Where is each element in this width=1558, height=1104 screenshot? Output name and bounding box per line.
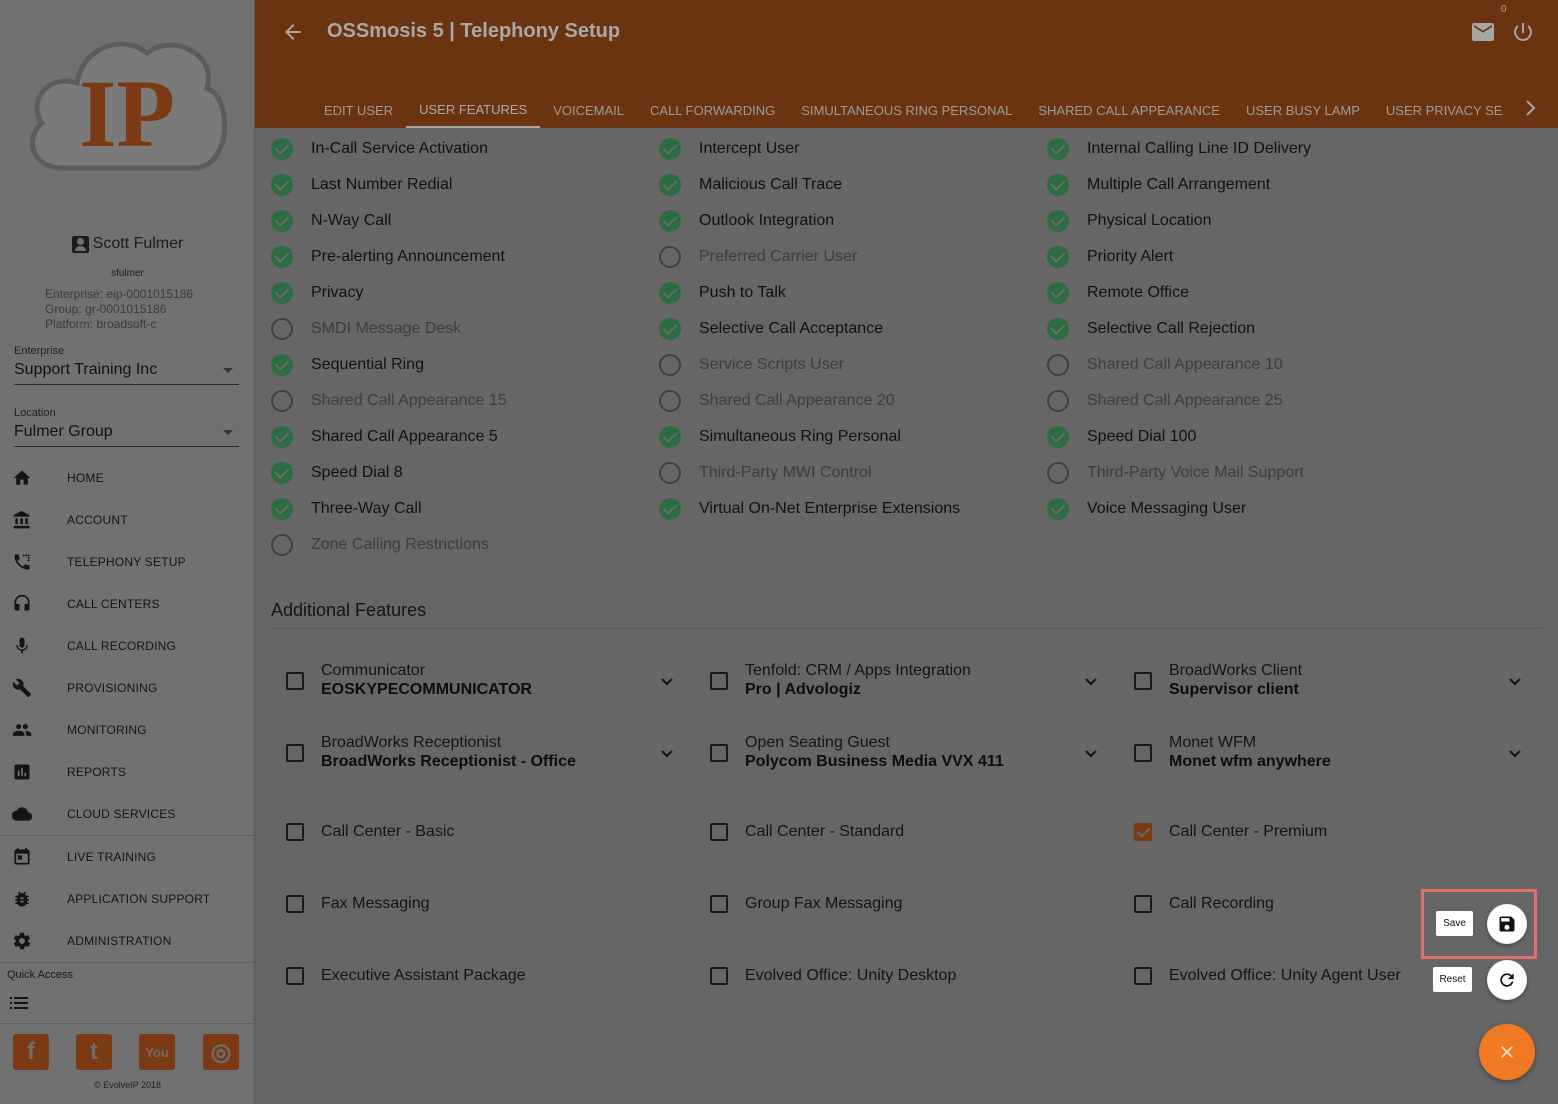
feature-label: Third-Party Voice Mail Support bbox=[1087, 464, 1304, 481]
user-info bbox=[0, 233, 255, 332]
location-select-value[interactable] bbox=[14, 423, 239, 447]
feature-label: Zone Calling Restrictions bbox=[311, 536, 489, 553]
sidebar-item-reports[interactable] bbox=[0, 751, 255, 793]
tab-bar bbox=[311, 92, 1515, 128]
empty-circle-icon bbox=[659, 354, 681, 376]
sidebar-item-label: PROVISIONING bbox=[67, 681, 158, 695]
check-circle-icon bbox=[1047, 282, 1069, 304]
user-login: sfulmer bbox=[111, 268, 144, 279]
enterprise-select-value[interactable] bbox=[14, 361, 239, 385]
check-circle-icon bbox=[271, 210, 293, 232]
check-circle-icon bbox=[659, 210, 681, 232]
additional-feature-item bbox=[286, 895, 430, 913]
sidebar-item-label: CLOUD SERVICES bbox=[67, 807, 176, 821]
location-select-label: Location bbox=[14, 407, 56, 419]
additional-feature-item bbox=[286, 734, 576, 771]
svg-text:IP: IP bbox=[79, 60, 175, 167]
additional-feature-title: Fax Messaging bbox=[321, 895, 430, 912]
sidebar-divider bbox=[0, 1023, 255, 1024]
sidebar-item-label: APPLICATION SUPPORT bbox=[67, 892, 211, 906]
empty-circle-icon bbox=[1047, 354, 1069, 376]
back-arrow-icon[interactable] bbox=[281, 20, 305, 44]
feature-item bbox=[659, 137, 799, 161]
additional-feature-title: Open Seating Guest bbox=[745, 734, 890, 751]
feature-label: Speed Dial 100 bbox=[1087, 428, 1197, 445]
sidebar-item-label: CALL RECORDING bbox=[67, 639, 177, 653]
empty-circle-icon bbox=[659, 390, 681, 412]
additional-feature-title: Call Recording bbox=[1169, 895, 1274, 912]
chevron-right-icon[interactable] bbox=[1523, 98, 1539, 118]
check-circle-icon bbox=[659, 318, 681, 340]
additional-feature-item bbox=[1134, 734, 1331, 771]
app-header bbox=[255, 0, 1558, 128]
additional-feature-text bbox=[321, 734, 576, 771]
page-title: OSSmosis 5 | Telephony Setup bbox=[327, 20, 621, 42]
feature-label: Priority Alert bbox=[1087, 248, 1174, 265]
bank-icon bbox=[12, 510, 32, 530]
feature-item bbox=[1047, 317, 1255, 341]
chevron-down-icon[interactable] bbox=[1084, 747, 1098, 761]
additional-feature-title: Monet WFM bbox=[1169, 734, 1257, 751]
close-icon bbox=[1497, 1042, 1517, 1062]
home-icon bbox=[12, 468, 32, 488]
feature-item bbox=[659, 317, 883, 341]
empty-circle-icon bbox=[271, 318, 293, 340]
empty-circle-icon bbox=[1047, 390, 1069, 412]
check-circle-icon bbox=[1047, 174, 1069, 196]
additional-feature-text bbox=[745, 823, 904, 841]
additional-feature-title: Evolved Office: Unity Desktop bbox=[745, 967, 957, 984]
feature-item bbox=[271, 353, 424, 377]
quick-access-label: Quick Access bbox=[7, 969, 74, 981]
check-circle-icon bbox=[659, 426, 681, 448]
twitter-icon[interactable]: t bbox=[76, 1034, 112, 1070]
feature-label: SMDI Message Desk bbox=[311, 320, 462, 337]
feature-item bbox=[659, 425, 901, 449]
feature-item bbox=[659, 497, 960, 521]
additional-feature-item bbox=[710, 823, 904, 841]
sidebar-item-home[interactable] bbox=[0, 457, 255, 499]
user-group: Group: gr-0001015186 bbox=[45, 302, 167, 316]
sidebar-item-cloud-services[interactable] bbox=[0, 793, 255, 835]
additional-feature-title: Call Center - Standard bbox=[745, 823, 905, 840]
feature-label: Shared Call Appearance 20 bbox=[699, 392, 895, 409]
additional-feature-text bbox=[745, 895, 902, 913]
sidebar-item-label: MONITORING bbox=[67, 723, 147, 737]
additional-feature-text bbox=[321, 967, 526, 985]
feature-item bbox=[659, 173, 842, 197]
empty-circle-icon bbox=[271, 534, 293, 556]
feature-item bbox=[271, 281, 363, 305]
caret-down-icon bbox=[223, 368, 233, 373]
feature-label: Simultaneous Ring Personal bbox=[699, 428, 901, 445]
feature-checkbox[interactable] bbox=[286, 823, 304, 841]
feature-item bbox=[1047, 245, 1173, 269]
feature-item bbox=[271, 461, 403, 485]
tab-simultaneous-ring-personal[interactable]: SIMULTANEOUS RING PERSONAL bbox=[801, 102, 1013, 118]
youtube-icon[interactable]: You bbox=[139, 1034, 175, 1070]
additional-feature-title: Evolved Office: Unity Agent User bbox=[1169, 967, 1401, 984]
feature-label: Virtual On-Net Enterprise Extensions bbox=[699, 500, 961, 517]
main-content bbox=[255, 128, 1558, 1104]
user-name bbox=[0, 233, 255, 255]
feature-item bbox=[659, 461, 871, 485]
calendar-icon bbox=[12, 847, 32, 867]
additional-feature-item bbox=[710, 895, 902, 913]
feature-item bbox=[271, 137, 488, 161]
nav-divider bbox=[0, 962, 255, 963]
additional-feature-selection: Monet wfm anywhere bbox=[1169, 753, 1331, 770]
enterprise-select[interactable] bbox=[14, 345, 239, 385]
sidebar-item-call-centers[interactable] bbox=[0, 583, 255, 625]
additional-feature-item bbox=[1134, 967, 1401, 985]
feature-label: Intercept User bbox=[699, 140, 800, 157]
check-circle-icon bbox=[271, 282, 293, 304]
feature-label: Selective Call Acceptance bbox=[699, 320, 884, 337]
additional-feature-text bbox=[1169, 895, 1274, 913]
additional-feature-item bbox=[286, 967, 526, 985]
wrench-icon bbox=[12, 678, 32, 698]
feature-item bbox=[659, 245, 857, 269]
user-platform: Platform: broadsoft-c bbox=[45, 317, 157, 331]
check-circle-icon bbox=[271, 426, 293, 448]
empty-circle-icon bbox=[271, 390, 293, 412]
location-select-text: Fulmer Group bbox=[14, 423, 113, 440]
feature-label: Shared Call Appearance 5 bbox=[311, 428, 498, 445]
sidebar-item-call-recording[interactable] bbox=[0, 625, 255, 667]
people-icon bbox=[12, 720, 32, 740]
mail-icon[interactable] bbox=[1471, 22, 1495, 42]
additional-feature-item bbox=[710, 734, 1004, 771]
feature-label: Preferred Carrier User bbox=[699, 248, 858, 265]
check-circle-icon bbox=[271, 138, 293, 160]
feature-checkbox[interactable] bbox=[286, 672, 304, 690]
bug-icon bbox=[12, 889, 32, 909]
cloud-icon bbox=[12, 804, 32, 824]
tab-call-forwarding[interactable]: CALL FORWARDING bbox=[650, 102, 776, 118]
user-enterprise: Enterprise: eip-0001015186 bbox=[45, 287, 194, 301]
check-circle-icon bbox=[659, 174, 681, 196]
feature-label: Three-Way Call bbox=[311, 500, 422, 517]
feature-label: Multiple Call Arrangement bbox=[1087, 176, 1271, 193]
check-circle-icon bbox=[1047, 246, 1069, 268]
feature-label: Remote Office bbox=[1087, 284, 1189, 301]
chevron-down-icon[interactable] bbox=[660, 747, 674, 761]
power-icon[interactable] bbox=[1511, 20, 1535, 44]
feature-item bbox=[1047, 281, 1189, 305]
reset-button[interactable] bbox=[1487, 960, 1527, 1000]
sidebar-item-live-training[interactable] bbox=[0, 836, 255, 878]
check-circle-icon bbox=[1047, 210, 1069, 232]
feature-item bbox=[659, 353, 844, 377]
check-circle-icon bbox=[659, 498, 681, 520]
facebook-icon[interactable]: f bbox=[13, 1034, 49, 1070]
feature-label: In-Call Service Activation bbox=[311, 140, 488, 157]
caret-down-icon bbox=[223, 430, 233, 435]
tab-voicemail[interactable]: VOICEMAIL bbox=[553, 102, 625, 118]
company-logo bbox=[22, 28, 232, 178]
feature-label: Shared Call Appearance 25 bbox=[1087, 392, 1283, 409]
tab-user-features[interactable]: USER FEATURES bbox=[406, 92, 540, 128]
additional-feature-text bbox=[1169, 823, 1327, 841]
sidebar-item-label: REPORTS bbox=[67, 765, 127, 779]
feature-item bbox=[1047, 389, 1283, 413]
feature-label: Service Scripts User bbox=[699, 356, 844, 373]
chevron-down-icon[interactable] bbox=[1508, 675, 1522, 689]
check-circle-icon bbox=[271, 174, 293, 196]
contact-icon bbox=[72, 236, 89, 253]
additional-feature-title: Executive Assistant Package bbox=[321, 967, 526, 984]
gear-icon bbox=[12, 931, 32, 951]
notification-badge: 0 bbox=[1501, 4, 1507, 15]
additional-features-title: Additional Features bbox=[271, 600, 427, 620]
feature-label: Shared Call Appearance 10 bbox=[1087, 356, 1283, 373]
check-circle-icon bbox=[271, 498, 293, 520]
feature-checkbox[interactable] bbox=[1134, 967, 1152, 985]
additional-feature-title: Group Fax Messaging bbox=[745, 895, 903, 912]
additional-feature-text bbox=[1169, 662, 1302, 699]
sidebar-item-telephony-setup[interactable] bbox=[0, 541, 255, 583]
feature-label: Speed Dial 8 bbox=[311, 464, 403, 481]
feature-checkbox[interactable] bbox=[286, 895, 304, 913]
sidebar-nav bbox=[0, 457, 255, 963]
check-circle-icon bbox=[1047, 318, 1069, 340]
tab-edit-user[interactable]: EDIT USER bbox=[324, 102, 394, 118]
feature-item bbox=[271, 497, 422, 521]
instagram-icon[interactable]: ◎ bbox=[203, 1034, 239, 1070]
feature-label: Third-Party MWI Control bbox=[699, 464, 872, 481]
check-circle-icon bbox=[1047, 498, 1069, 520]
save-icon bbox=[1497, 914, 1517, 934]
reset-tooltip[interactable]: Reset bbox=[1433, 967, 1472, 992]
enterprise-select-label: Enterprise bbox=[14, 345, 65, 357]
location-select[interactable] bbox=[14, 407, 239, 447]
feature-checkbox[interactable] bbox=[1134, 672, 1152, 690]
additional-feature-selection: BroadWorks Receptionist - Office bbox=[321, 753, 576, 770]
feature-item bbox=[271, 425, 498, 449]
empty-circle-icon bbox=[1047, 462, 1069, 484]
sidebar-item-administration[interactable] bbox=[0, 920, 255, 962]
sidebar-item-application-support[interactable] bbox=[0, 878, 255, 920]
sidebar-item-provisioning[interactable] bbox=[0, 667, 255, 709]
check-circle-icon bbox=[1047, 426, 1069, 448]
additional-feature-item bbox=[1134, 823, 1327, 841]
additional-feature-text bbox=[321, 662, 532, 699]
sidebar-item-monitoring[interactable] bbox=[0, 709, 255, 751]
user-name-text: Scott Fulmer bbox=[92, 235, 184, 252]
feature-item bbox=[1047, 137, 1311, 161]
feature-label: Physical Location bbox=[1087, 212, 1212, 229]
feature-label: N-Way Call bbox=[311, 212, 392, 229]
empty-circle-icon bbox=[659, 246, 681, 268]
feature-item bbox=[1047, 173, 1270, 197]
microphone-icon bbox=[12, 636, 32, 656]
list-icon[interactable] bbox=[10, 996, 28, 1015]
feature-item bbox=[271, 209, 391, 233]
close-fab-button[interactable] bbox=[1479, 1024, 1535, 1080]
additional-feature-title: BroadWorks Receptionist bbox=[321, 734, 502, 751]
sidebar-item-label: ACCOUNT bbox=[67, 513, 128, 527]
feature-label: Push to Talk bbox=[699, 284, 786, 301]
feature-checkbox[interactable] bbox=[286, 967, 304, 985]
feature-label: Sequential Ring bbox=[311, 356, 424, 373]
user-meta bbox=[0, 287, 255, 332]
sidebar-item-label: HOME bbox=[67, 471, 104, 485]
feature-item bbox=[1047, 425, 1196, 449]
feature-label: Last Number Redial bbox=[311, 176, 453, 193]
additional-feature-selection: EOSKYPECOMMUNICATOR bbox=[321, 681, 532, 698]
check-circle-icon bbox=[1047, 138, 1069, 160]
chevron-down-icon[interactable] bbox=[660, 675, 674, 689]
feature-checkbox[interactable] bbox=[710, 744, 728, 762]
chevron-down-icon[interactable] bbox=[1084, 675, 1098, 689]
additional-feature-text bbox=[745, 662, 971, 699]
additional-feature-title: Tenfold: CRM / Apps Integration bbox=[745, 662, 971, 679]
feature-checkbox[interactable] bbox=[1134, 823, 1152, 841]
feature-checkbox[interactable] bbox=[710, 895, 728, 913]
additional-feature-text bbox=[321, 895, 430, 913]
enterprise-select-text: Support Training Inc bbox=[14, 361, 158, 378]
feature-item bbox=[1047, 209, 1212, 233]
additional-feature-item bbox=[710, 967, 956, 985]
additional-feature-item bbox=[710, 662, 971, 699]
feature-item bbox=[1047, 461, 1304, 485]
feature-label: Outlook Integration bbox=[699, 212, 835, 229]
feature-item bbox=[271, 389, 507, 413]
feature-label: Selective Call Rejection bbox=[1087, 320, 1256, 337]
additional-feature-text bbox=[1169, 734, 1331, 771]
empty-circle-icon bbox=[659, 462, 681, 484]
chevron-down-icon[interactable] bbox=[1508, 747, 1522, 761]
sidebar-item-label: LIVE TRAINING bbox=[67, 850, 157, 864]
feature-checkbox[interactable] bbox=[1134, 895, 1152, 913]
additional-feature-selection: Pro | Advologiz bbox=[745, 681, 861, 698]
tab-shared-call-appearance[interactable]: SHARED CALL APPEARANCE bbox=[1038, 102, 1220, 118]
additional-feature-title: Communicator bbox=[321, 662, 426, 679]
additional-feature-title: Call Center - Basic bbox=[321, 823, 455, 840]
feature-checkbox[interactable] bbox=[286, 744, 304, 762]
feature-checkbox[interactable] bbox=[710, 672, 728, 690]
feature-item bbox=[1047, 497, 1246, 521]
feature-checkbox[interactable] bbox=[1134, 744, 1152, 762]
copyright: © EvolveIP 2018 bbox=[93, 1080, 161, 1090]
additional-feature-text bbox=[745, 967, 956, 985]
feature-item bbox=[271, 533, 489, 557]
additional-feature-selection: Polycom Business Media VVX 411 bbox=[745, 753, 1004, 770]
save-tooltip[interactable]: Save bbox=[1436, 911, 1473, 936]
additional-feature-title: BroadWorks Client bbox=[1169, 662, 1303, 679]
tab-user-busy-lamp[interactable]: USER BUSY LAMP bbox=[1245, 102, 1360, 118]
tab-user-privacy[interactable]: USER PRIVACY SE bbox=[1385, 102, 1503, 118]
additional-feature-text bbox=[745, 734, 1004, 771]
feature-label: Internal Calling Line ID Delivery bbox=[1087, 140, 1312, 157]
refresh-icon bbox=[1497, 970, 1517, 990]
additional-feature-item bbox=[286, 823, 454, 841]
feature-label: Privacy bbox=[311, 284, 364, 301]
phone-dial-icon bbox=[12, 552, 32, 572]
feature-label: Pre-alerting Announcement bbox=[311, 248, 505, 265]
additional-feature-selection: Supervisor client bbox=[1169, 681, 1299, 698]
sidebar-item-label: ADMINISTRATION bbox=[67, 934, 172, 948]
bar-chart-icon bbox=[12, 762, 32, 782]
feature-label: Shared Call Appearance 15 bbox=[311, 392, 507, 409]
check-circle-icon bbox=[271, 354, 293, 376]
feature-item bbox=[1047, 353, 1283, 377]
additional-feature-item bbox=[1134, 895, 1274, 913]
feature-item bbox=[659, 389, 895, 413]
headset-icon bbox=[12, 594, 32, 614]
sidebar bbox=[0, 0, 255, 1104]
feature-item bbox=[271, 317, 461, 341]
additional-feature-item bbox=[286, 662, 532, 699]
additional-feature-text bbox=[1169, 967, 1401, 985]
additional-feature-text bbox=[321, 823, 454, 841]
save-button[interactable] bbox=[1487, 904, 1527, 944]
feature-checkbox[interactable] bbox=[710, 823, 728, 841]
feature-label: Voice Messaging User bbox=[1087, 500, 1247, 517]
additional-feature-item bbox=[1134, 662, 1302, 699]
feature-item bbox=[271, 173, 452, 197]
check-circle-icon bbox=[659, 282, 681, 304]
feature-item bbox=[271, 245, 505, 269]
section-divider bbox=[271, 628, 1543, 629]
sidebar-item-label: TELEPHONY SETUP bbox=[67, 555, 186, 569]
check-circle-icon bbox=[271, 246, 293, 268]
check-circle-icon bbox=[271, 462, 293, 484]
sidebar-item-label: CALL CENTERS bbox=[67, 597, 160, 611]
feature-item bbox=[659, 209, 834, 233]
additional-feature-title: Call Center - Premium bbox=[1169, 823, 1328, 840]
feature-checkbox[interactable] bbox=[710, 967, 728, 985]
sidebar-item-account[interactable] bbox=[0, 499, 255, 541]
check-circle-icon bbox=[659, 138, 681, 160]
feature-item bbox=[659, 281, 786, 305]
feature-label: Malicious Call Trace bbox=[699, 176, 843, 193]
